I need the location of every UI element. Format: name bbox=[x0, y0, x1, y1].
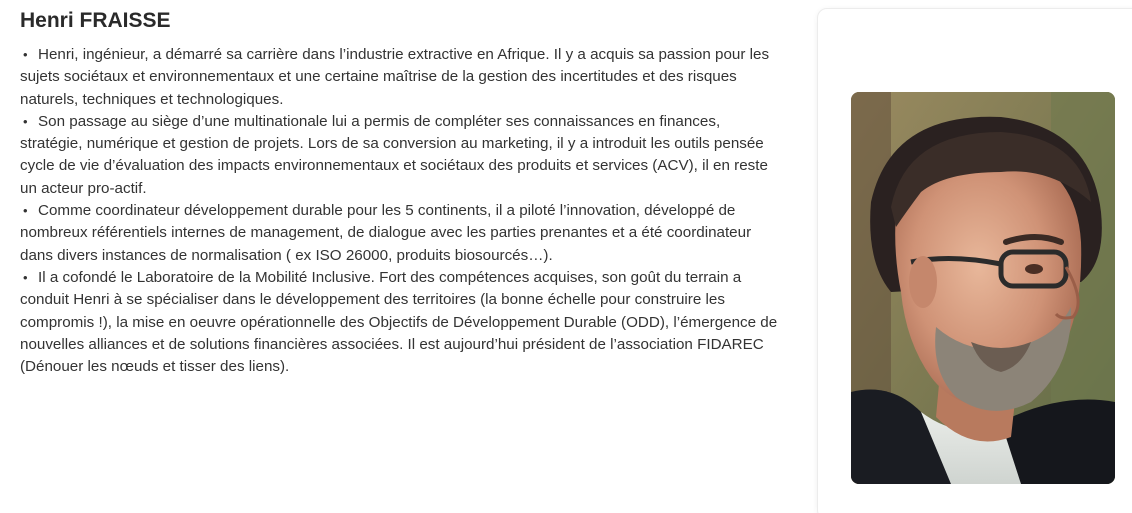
bullet-icon: • bbox=[23, 269, 28, 285]
bullet-icon: • bbox=[23, 113, 28, 129]
bio-item-text: Il a cofondé le Laboratoire de la Mobilité Inclusive. Fort des compétences acquises, son goût du terrain a conduit Henri à se spécialiser dans le développement des territoires (la bonne échelle pour construire les compromis !), la mise en oeuvre opérationnelle des Objectifs de Développement Durable (ODD), l’émergence de nouvelles alliances et de solutions financières associées. Il est aujourd’hui président de l’association FIDAREC (Dénouer les nœuds et tisser des liens). bbox=[20, 268, 778, 376]
bio-list-item bbox=[20, 267, 780, 378]
bio-list-item bbox=[20, 200, 780, 267]
bio-list-item bbox=[20, 44, 780, 111]
bio-item-text: Henri, ingénieur, a démarré sa carrière dans l’industrie extractive en Afrique. Il y a acquis sa passion pour les sujets sociétaux et environnementaux et une certaine maîtrise de la gestion des incertitudes et des risques naturels, techniques et technologiques. bbox=[20, 46, 770, 108]
bio-item-text: Comme coordinateur développement durable pour les 5 continents, il a piloté l’innovation, développé de nombreux référentiels internes de management, de dialogue avec les parties prenantes et a été coordinateur dans divers instances de normalisation ( ex ISO 26000, produits biosourcés…). bbox=[20, 202, 752, 264]
bio-list bbox=[20, 44, 780, 378]
portrait-image bbox=[851, 92, 1115, 484]
portrait-photo bbox=[851, 92, 1115, 484]
bio-item-text: Son passage au siège d’une multinationale lui a permis de compléter ses connaissances en finances, stratégie, numérique et gestion de projets. Lors de sa conversion au marketing, il y a introduit les outils pensée cycle de vie d’évaluation des impacts environnementaux et sociétaux des produits et services (ACV), il en reste un acteur pro-actif. bbox=[20, 112, 768, 197]
bullet-icon: • bbox=[23, 47, 28, 62]
bio-section bbox=[20, 8, 780, 378]
bullet-icon: • bbox=[23, 203, 28, 219]
person-name-heading: Henri FRAISSE bbox=[20, 9, 171, 32]
photo-card bbox=[817, 8, 1132, 513]
bio-list-item bbox=[20, 111, 780, 200]
